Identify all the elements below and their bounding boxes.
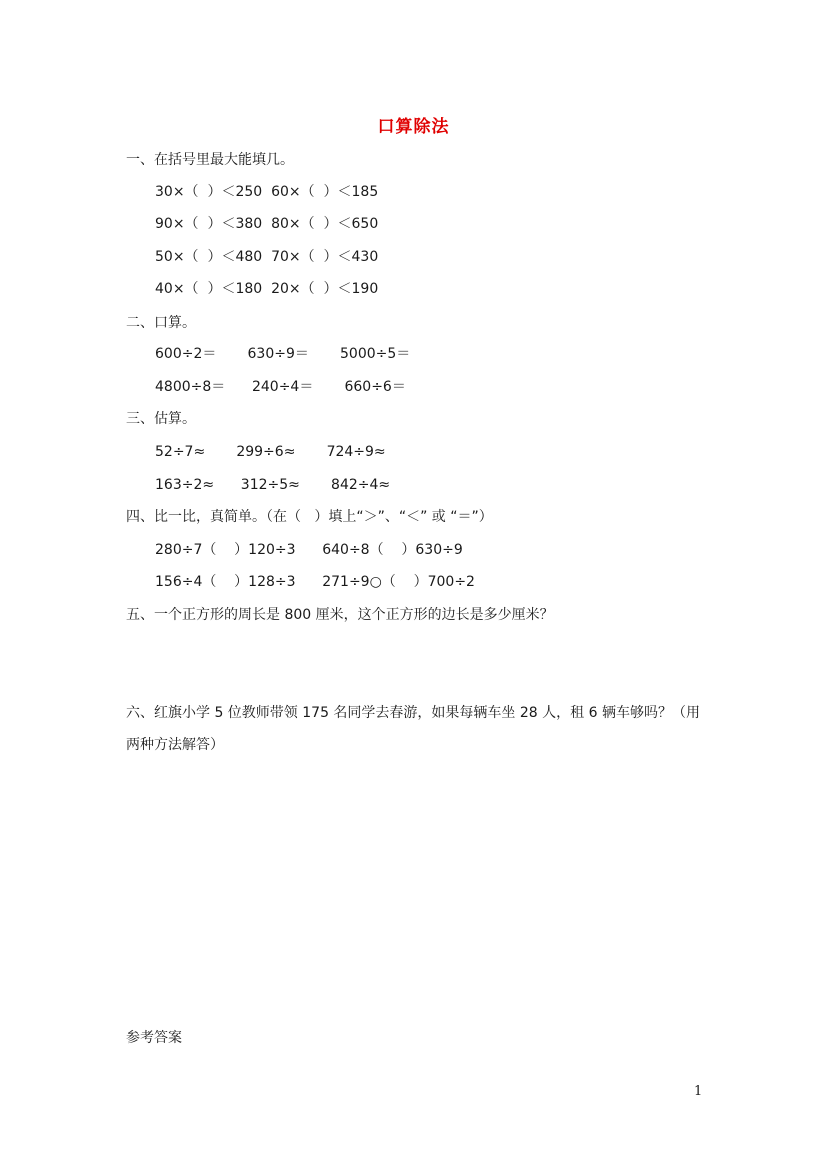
section-3-heading: 三、估算。 <box>126 411 196 427</box>
section-1-line-3: 50×（ ）＜480 70×（ ）＜430 <box>155 249 379 265</box>
section-1-line-4: 40×（ ）＜180 20×（ ）＜190 <box>155 281 379 297</box>
section-1-line-1: 30×（ ）＜250 60×（ ）＜185 <box>155 184 379 200</box>
section-6-heading: 六、红旗小学 5 位教师带领 175 名同学去春游，如果每辆车坐 28 人，租 6 辆车够吗？（用 <box>126 705 700 721</box>
answer-key-label: 参考答案 <box>126 1030 182 1046</box>
section-1-line-2: 90×（ ）＜380 80×（ ）＜650 <box>155 216 379 232</box>
section-2-heading: 二、口算。 <box>126 315 196 331</box>
page-title: 口算除法 <box>377 117 450 137</box>
section-1-heading: 一、在括号里最大能填几。 <box>126 152 294 168</box>
page-number: 1 <box>694 1084 703 1099</box>
section-4-line-1: 280÷7（ ）120÷3 640÷8（ ）630÷9 <box>155 542 463 558</box>
section-4-heading: 四、比一比，真简单。（在（ ）填上“＞”、“＜” 或 “＝”） <box>126 509 493 525</box>
section-6-line-1: 两种方法解答） <box>126 737 224 753</box>
section-2-line-2: 4800÷8＝ 240÷4＝ 660÷6＝ <box>155 379 406 395</box>
section-2-line-1: 600÷2＝ 630÷9＝ 5000÷5＝ <box>155 346 411 362</box>
section-3-line-1: 52÷7≈ 299÷6≈ 724÷9≈ <box>155 444 386 460</box>
section-5-heading: 五、一个正方形的周长是 800 厘米，这个正方形的边长是多少厘米？ <box>126 607 554 623</box>
section-3-line-2: 163÷2≈ 312÷5≈ 842÷4≈ <box>155 477 391 493</box>
section-4-line-2: 156÷4（ ）128÷3 271÷9○（ ）700÷2 <box>155 574 475 590</box>
